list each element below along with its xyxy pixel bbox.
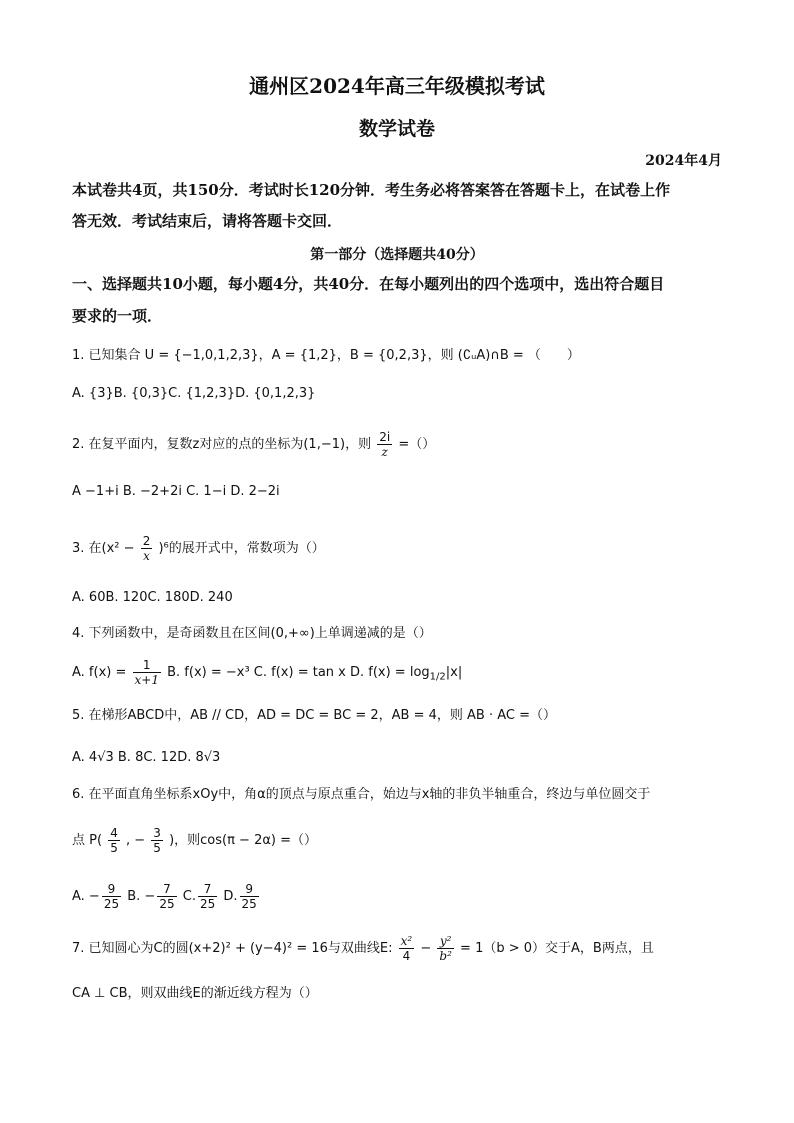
option-a-label: A. − bbox=[72, 889, 100, 904]
question-4-option-a: A. f(x) = bbox=[72, 665, 127, 680]
point-separator: , − bbox=[125, 833, 146, 848]
fraction-denominator: 25 bbox=[199, 897, 216, 911]
option-a-fraction bbox=[102, 882, 121, 911]
question-2-stem-text: 2. 在复平面内，复数z对应的点的坐标为(1,−1)，则 bbox=[72, 437, 372, 452]
instructions-line-1: 本试卷共4页，共150分．考试时长120分钟．考生务必将答案答在答题卡上，在试卷上作 bbox=[72, 181, 671, 199]
question-7-stem-line-2: CA ⊥ CB，则双曲线E的渐近线方程为（） bbox=[72, 986, 318, 1001]
fraction-numerator: 3 bbox=[153, 826, 161, 840]
question-7-stem bbox=[72, 934, 654, 963]
question-3-options: A. 60B. 120C. 180D. 240 bbox=[72, 590, 233, 605]
fraction-denominator: 25 bbox=[159, 897, 175, 911]
question-7-stem-text: 7. 已知圆心为C的圆(x+2)² + (y−4)² = 16与双曲线E: bbox=[72, 941, 393, 956]
fraction-numerator: 7 bbox=[157, 882, 176, 897]
minus-sign: − bbox=[420, 941, 432, 956]
question-6-point-label: 点 P( bbox=[72, 833, 103, 848]
question-2-stem-tail: =（） bbox=[398, 437, 436, 452]
exam-subject: 数学试卷 bbox=[358, 118, 435, 140]
question-4-option-a-fraction bbox=[133, 658, 161, 687]
question-5-stem: 5. 在梯形ABCD中，AB // CD，AD = DC = BC = 2，AB = 4，则 AB · AC =（） bbox=[72, 708, 556, 723]
question-3-fraction bbox=[141, 534, 153, 563]
fraction-denominator: z bbox=[381, 445, 388, 459]
fraction-numerator: x² bbox=[400, 934, 413, 948]
option-c-fraction bbox=[198, 882, 217, 911]
option-d-label: D. bbox=[223, 889, 238, 904]
question-4-options-rest: B. f(x) = −x³ C. f(x) = tan x D. f(x) = log bbox=[167, 665, 430, 680]
fraction-numerator: 2 bbox=[142, 534, 151, 548]
question-2-stem bbox=[72, 430, 435, 459]
option-b-label: B. − bbox=[127, 889, 156, 904]
fraction-denominator: 25 bbox=[103, 897, 120, 911]
question-3-stem-tail: )⁶的展开式中，常数项为（） bbox=[158, 541, 325, 556]
question-6-options bbox=[72, 882, 261, 911]
exam-title: 通州区2024年高三年级模拟考试 bbox=[249, 74, 545, 98]
fraction-denominator: 5 bbox=[153, 841, 161, 855]
question-2-fraction bbox=[377, 430, 392, 459]
fraction-numerator: 4 bbox=[110, 826, 118, 840]
option-b-fraction bbox=[157, 882, 176, 911]
fraction-numerator: y² bbox=[437, 934, 454, 949]
part1-intro-line-1: 一、选择题共10小题，每小题4分，共40分．在每小题列出的四个选项中，选出符合题目 bbox=[72, 275, 665, 293]
question-3-stem bbox=[72, 534, 325, 563]
part1-intro-line-2: 要求的一项． bbox=[72, 307, 163, 325]
log-argument: |x| bbox=[445, 665, 463, 680]
fraction-numerator: 7 bbox=[198, 882, 217, 897]
hyperbola-y-term bbox=[437, 934, 454, 963]
option-c-label: C. bbox=[182, 889, 196, 904]
question-1-options: A. {3}B. {0,3}C. {1,2,3}D. {0,1,2,3} bbox=[72, 386, 316, 401]
question-6-stem-line-2 bbox=[72, 826, 317, 855]
fraction-numerator: 9 bbox=[102, 882, 121, 897]
question-6-stem: 6. 在平面直角坐标系xOy中，角α的顶点与原点重合，始边与x轴的非负半轴重合，终边与单位圆交于 bbox=[72, 787, 651, 802]
question-4-options bbox=[72, 658, 462, 688]
question-3-stem-text: 3. 在(x² − bbox=[72, 541, 135, 556]
option-d-fraction bbox=[240, 882, 259, 911]
log-base: 1/2 bbox=[429, 671, 446, 683]
question-6-stem-tail: )，则cos(π − 2α) =（） bbox=[169, 833, 318, 848]
question-4-stem: 4. 下列函数中，是奇函数且在区间(0,+∞)上单调递减的是（） bbox=[72, 626, 432, 641]
point-y-fraction bbox=[151, 826, 163, 855]
fraction-denominator: x bbox=[143, 549, 150, 563]
question-7-stem-tail: = 1（b > 0）交于A，B两点，且 bbox=[460, 941, 654, 956]
question-1-stem: 1. 已知集合 U = {−1,0,1,2,3}，A = {1,2}，B = {0,2,3}，则 (∁ᵤA)∩B = （ ） bbox=[72, 348, 580, 363]
point-x-fraction bbox=[108, 826, 120, 855]
question-2-options: A −1+i B. −2+2i C. 1−i D. 2−2i bbox=[72, 484, 280, 499]
fraction-denominator: 4 bbox=[402, 949, 411, 963]
fraction-numerator: 9 bbox=[240, 882, 259, 897]
fraction-denominator: 5 bbox=[110, 841, 118, 855]
exam-date: 2024年4月 bbox=[645, 153, 722, 169]
fraction-numerator: 1 bbox=[133, 658, 161, 673]
part1-heading: 第一部分（选择题共40分） bbox=[310, 247, 484, 263]
fraction-denominator: x+1 bbox=[134, 673, 159, 687]
fraction-denominator: b² bbox=[439, 949, 452, 963]
question-5-options: A. 4√3 B. 8C. 12D. 8√3 bbox=[72, 750, 221, 765]
instructions-line-2: 答无效．考试结束后，请将答题卡交回． bbox=[72, 212, 343, 230]
fraction-denominator: 25 bbox=[241, 897, 257, 911]
hyperbola-x-term bbox=[399, 934, 415, 963]
fraction-numerator: 2i bbox=[379, 430, 391, 444]
